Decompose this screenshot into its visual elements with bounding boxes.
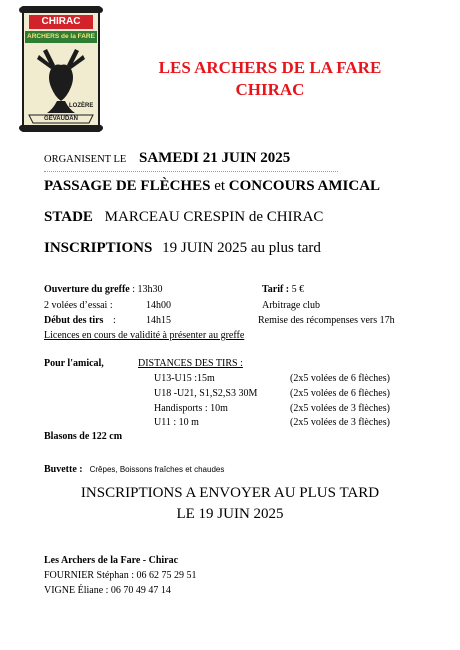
distance-detail-3: (2x5 volées de 3 flèches) <box>290 403 390 414</box>
distance-cat-4: U11 : 10 m <box>154 417 199 428</box>
tarif-value: 5 € <box>289 284 305 295</box>
greffe-label: Ouverture du greffe <box>44 284 130 295</box>
distance-cat-1: U13-U15 :15m <box>154 373 215 384</box>
intro-divider <box>44 171 338 172</box>
voles-value: 14h00 <box>146 300 171 311</box>
page-title-line1: LES ARCHERS DE LA FARE <box>158 58 382 77</box>
distance-detail-4: (2x5 volées de 3 flèches) <box>290 417 390 428</box>
logo-top-text: CHIRAC <box>41 16 81 27</box>
distance-detail-1: (2x5 volées de 6 flèches) <box>290 373 390 384</box>
logo-club-text: ARCHERS de la FARE <box>27 33 95 40</box>
contact-person-2: VIGNE Éliane : 06 70 49 47 14 <box>44 585 171 596</box>
distances-title: DISTANCES DES TIRS : <box>138 358 243 369</box>
arbitrage-text: Arbitrage club <box>262 300 321 311</box>
stade-value: MARCEAU CRESPIN de CHIRAC <box>104 209 324 225</box>
club-logo <box>17 5 105 133</box>
buvette-line <box>44 459 224 477</box>
passage-title: PASSAGE DE FLÈCHES <box>44 178 211 194</box>
tarif-line <box>262 284 304 295</box>
contact-club: Les Archers de la Fare - Chirac <box>44 555 179 566</box>
remise-text: Remise des récompenses vers 17h <box>258 315 395 326</box>
voles-label: 2 volées d’essai : <box>44 300 113 311</box>
debut-sep: : <box>113 315 116 326</box>
event-date: SAMEDI 21 JUIN 2025 <box>138 150 291 166</box>
intro-line <box>44 150 290 167</box>
greffe-value: : 13h30 <box>129 284 163 295</box>
passage-line <box>44 178 380 195</box>
buvette-value: Crêpes, Boissons fraîches et chaudes <box>89 465 225 474</box>
passage-et: et <box>214 178 226 194</box>
licences-note: Licences en cours de validité à présenter au greffe <box>44 330 245 341</box>
debut-line <box>44 315 103 326</box>
distance-cat-3: Handisports : 10m <box>154 403 228 414</box>
tarif-label: Tarif : <box>262 284 290 295</box>
buvette-label: Buvette : <box>44 464 83 475</box>
intro-prefix: ORGANISENT LE <box>44 154 127 165</box>
page-title-line2: CHIRAC <box>235 80 305 99</box>
stade-label: STADE <box>44 209 93 225</box>
distance-cat-2: U18 -U21, S1,S2,S3 30M <box>154 388 258 399</box>
notice-line1: INSCRIPTIONS A ENVOYER AU PLUS TARD <box>80 485 380 501</box>
logo-bottom-text: GÉVAUDAN <box>44 116 78 122</box>
distance-detail-2: (2x5 volées de 6 flèches) <box>290 388 390 399</box>
concours-title: CONCOURS AMICAL <box>228 178 381 194</box>
contact-person-1: FOURNIER Stéphan : 06 62 75 29 51 <box>44 570 197 581</box>
notice-line2: LE 19 JUIN 2025 <box>176 506 284 522</box>
stade-line <box>44 209 323 226</box>
inscriptions-line <box>44 240 321 257</box>
logo-region-text: LOZÈRE <box>69 103 94 109</box>
greffe-line <box>44 284 163 295</box>
inscriptions-value: 19 JUIN 2025 au plus tard <box>162 240 321 256</box>
inscriptions-label: INSCRIPTIONS <box>44 240 153 256</box>
debut-label: Début des tirs <box>44 315 104 326</box>
debut-value: 14h15 <box>146 315 171 326</box>
blasons-note: Blasons de 122 cm <box>44 431 123 442</box>
amical-label: Pour l'amical, <box>44 358 104 369</box>
